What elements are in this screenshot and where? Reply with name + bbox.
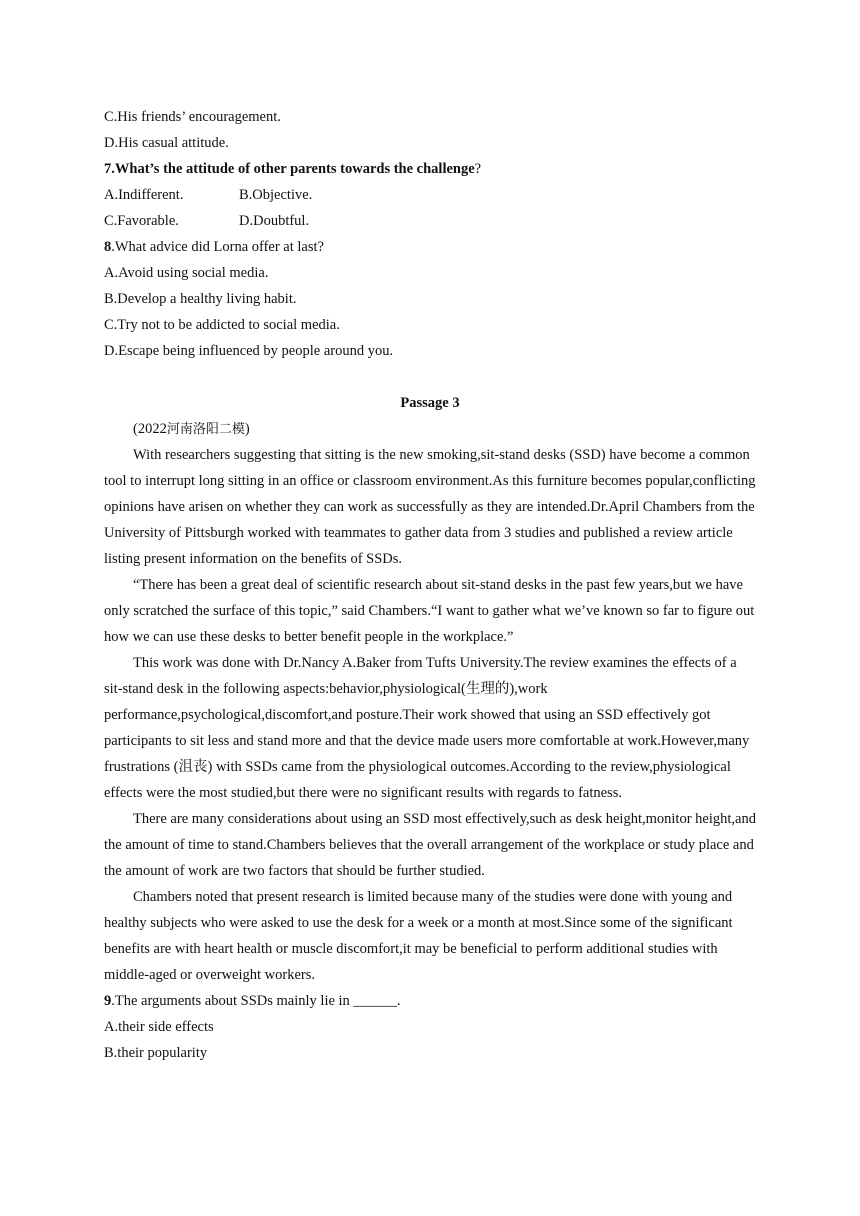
question-9	[104, 988, 756, 1014]
document-page	[104, 104, 756, 1066]
option-d-q6: D.His casual attitude.	[104, 135, 229, 151]
source-close: )	[244, 421, 250, 437]
passage-paragraph-2: “There has been a great deal of scientific research about sit-stand desks in the past few years,but we have only scratched the surface of this topic,” said Chambers.“I want to gather what we’ve known so far to figure out how we can use these desks to better benefit people in the workplace.”	[104, 577, 755, 645]
source-exam: 河南洛阳二模	[166, 422, 245, 437]
option-d-q7: D.Doubtful.	[239, 213, 310, 229]
option-d-q8: D.Escape being influenced by people around you.	[104, 343, 394, 359]
option-b-q9: B.their popularity	[104, 1045, 208, 1061]
passage-source	[104, 416, 756, 442]
source-year: (2022	[133, 421, 167, 437]
question-8-text: .What advice did Lorna offer at last?	[111, 239, 324, 255]
option-c-q6: C.His friends’ encouragement.	[104, 109, 281, 125]
question-7	[104, 156, 756, 182]
passage-paragraph-4: There are many considerations about using an SSD most effectively,such as desk height,monitor height,and the amount of time to stand.Chambers believes that the overall arrangement of the workplace or study place and the amount of work are two factors that should be further studied.	[104, 811, 756, 879]
question-7-text: .What’s the attitude of other parents towards the challenge	[111, 161, 475, 177]
question-7-options-row-1	[104, 182, 756, 208]
question-9-number: 9	[104, 993, 112, 1009]
passage-paragraph-5: Chambers noted that present research is limited because many of the studies were done with young and healthy subjects who were asked to use the desk for a week or a month at most.Since some of the significant benefits are with heart health or muscle discomfort,it may be beneficial to perform additional studies with middle-aged or overweight workers.	[104, 889, 733, 983]
question-7-number: 7	[104, 161, 112, 177]
passage-paragraph-3: This work was done with Dr.Nancy A.Baker from Tufts University.The review examines the effects of a sit-stand desk in the following aspects:behavior,physiological(生理的),work performance,psychological,discomfort,and posture.Their work showed that using an SSD effectively got participants to sit less and stand more and that the device made users more comfortable at work.However,many frustrations (沮丧) with SSDs came from the physiological outcomes.According to the review,physiological effects were the most studied,but there were no significant results with regards to fatness.	[104, 655, 750, 801]
passage-paragraph-1: With researchers suggesting that sitting is the new smoking,sit-stand desks (SSD) have become a common tool to interrupt long sitting in an office or classroom environment.As this furniture becomes popular,conflicting opinions have arisen on whether they can work as successfully as they are intended.Dr.April Chambers from the University of Pittsburgh worked with teammates to gather data from 3 studies and published a review article listing present information on the benefits of SSDs.	[104, 447, 756, 567]
option-b-q8: B.Develop a healthy living habit.	[104, 291, 297, 307]
question-8-number: 8	[104, 239, 112, 255]
option-a-q8: A.Avoid using social media.	[104, 265, 269, 281]
question-7-options-row-2	[104, 208, 756, 234]
question-9-text: .The arguments about SSDs mainly lie in ______.	[111, 993, 401, 1009]
passage-title: Passage 3	[400, 395, 460, 411]
option-b-q7: B.Objective.	[239, 187, 313, 203]
question-8	[104, 234, 756, 260]
option-c-q7: C.Favorable.	[104, 213, 179, 229]
option-a-q9: A.their side effects	[104, 1019, 214, 1035]
question-7-mark: ?	[474, 161, 482, 177]
option-a-q7: A.Indifferent.	[104, 187, 184, 203]
option-c-q8: C.Try not to be addicted to social media.	[104, 317, 340, 333]
